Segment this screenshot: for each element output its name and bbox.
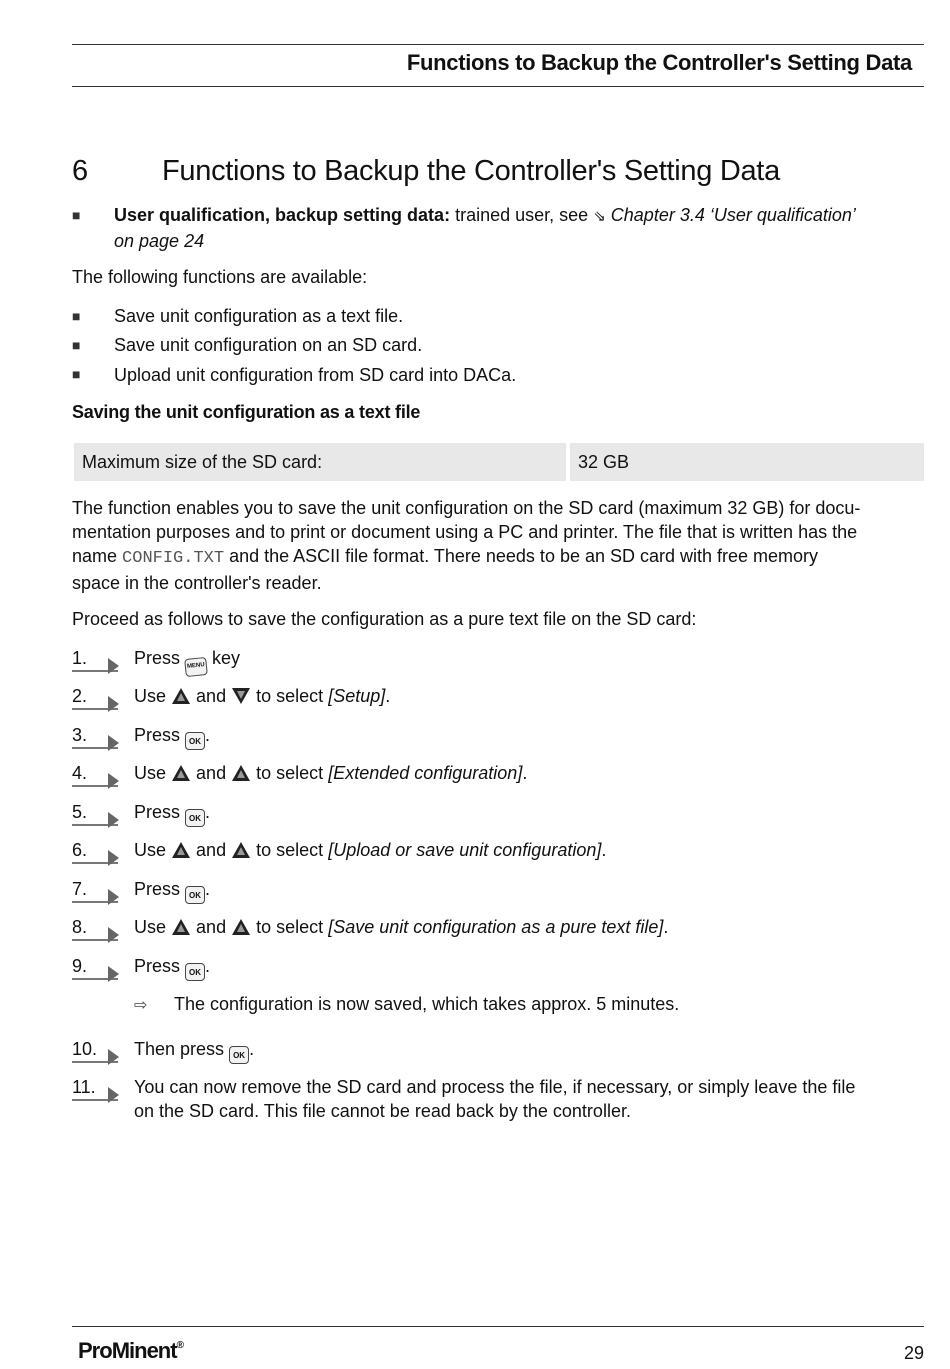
proceed-text: Proceed as follows to save the configuration as a pure text file on the SD card:: [72, 609, 697, 629]
step-number: 10.: [72, 1039, 98, 1059]
step-number: 11.: [72, 1077, 96, 1097]
result-text: The configuration is now saved, which takes approx. 5 minutes.: [174, 994, 680, 1014]
description-paragraph: [72, 496, 924, 595]
step-end: .: [205, 879, 211, 899]
header-rule-bottom: [72, 86, 924, 87]
step-number: 4.: [72, 763, 88, 783]
step-arrow-icon: [108, 773, 119, 789]
filename: CONFIG.TXT: [122, 549, 225, 568]
step-arrow-icon: [108, 1087, 119, 1103]
bullet-square-icon: ■: [72, 207, 81, 223]
step-end: .: [601, 840, 607, 860]
step-word: to select: [256, 917, 324, 937]
step: [72, 684, 924, 714]
step-text: [134, 1075, 924, 1123]
logo-part: Pro: [78, 1338, 112, 1363]
step-end: .: [663, 917, 669, 937]
spec-label: Maximum size of the SD card:: [74, 443, 566, 481]
step-word: and: [196, 917, 227, 937]
menu-key-icon: MENU: [184, 657, 208, 677]
step-word: Use: [134, 840, 167, 860]
up-arrow-key-icon: [171, 763, 191, 783]
up-arrow-key-icon: [231, 840, 251, 860]
step-word: Press: [134, 879, 181, 899]
chapter-number: 6: [72, 155, 88, 187]
chapter-link[interactable]: Chapter 3.4 ‘User qualification’: [610, 205, 856, 225]
prominent-logo: [78, 1338, 184, 1364]
qualification-text: trained user, see: [455, 205, 589, 225]
step-word: Press: [134, 956, 181, 976]
step-word: to select: [256, 763, 324, 783]
step-text: [134, 761, 924, 785]
page-link[interactable]: on page 24: [114, 231, 205, 251]
step-arrow-icon: [108, 696, 119, 712]
step-text: [134, 915, 924, 939]
bullet-square-icon: ■: [72, 337, 81, 353]
step-text: [134, 723, 924, 750]
step: [72, 646, 924, 676]
up-arrow-key-icon: [171, 917, 191, 937]
spec-value: 32 GB: [570, 443, 924, 481]
step-word: Then press: [134, 1039, 225, 1059]
step-number: 5.: [72, 802, 88, 822]
result-arrow-icon: ⇨: [134, 997, 148, 1014]
spec-table: [74, 443, 924, 481]
description-line: The function enables you to save the unit configuration on the SD card (maximum 32 GB) for docu-: [72, 498, 861, 518]
description-line: and the ASCII file format. There needs to be an SD card with free memory: [229, 546, 819, 566]
running-header: Functions to Backup the Controller's Setting Data: [406, 50, 912, 75]
step-end: .: [385, 686, 391, 706]
step-number: 2.: [72, 686, 88, 706]
function-item: Save unit configuration as a text file.: [114, 306, 404, 326]
step-word: Use: [134, 917, 167, 937]
step-word: and: [196, 840, 227, 860]
logo-registered-mark: ®: [176, 1340, 184, 1351]
up-arrow-key-icon: [231, 763, 251, 783]
step-arrow-icon: [108, 966, 119, 982]
chapter-heading: [72, 155, 780, 188]
step-line: You can now remove the SD card and process the file, if necessary, or simply leave the file: [134, 1077, 856, 1097]
step-text: [134, 954, 924, 981]
qualification-label: User qualification, backup setting data:: [114, 205, 451, 225]
step-arrow-icon: [108, 658, 119, 674]
menu-target: [Extended configuration]: [328, 763, 523, 783]
step-arrow-icon: [108, 889, 119, 905]
step: [72, 915, 924, 945]
function-item: Save unit configuration on an SD card.: [114, 335, 423, 355]
up-arrow-key-icon: [231, 917, 251, 937]
step: [72, 1075, 924, 1127]
step-text: [134, 646, 924, 676]
ok-key-icon: OK: [185, 963, 205, 981]
step-arrow-icon: [108, 812, 119, 828]
step-number: 1.: [72, 648, 88, 668]
description-line: name: [72, 546, 118, 566]
step-number: 3.: [72, 725, 88, 745]
step-word: to select: [256, 686, 324, 706]
step-word: Press: [134, 725, 181, 745]
menu-target: [Save unit configuration as a pure text file]: [328, 917, 664, 937]
step-arrow-icon: [108, 850, 119, 866]
step-number: 6.: [72, 840, 88, 860]
step-arrow-icon: [108, 735, 119, 751]
menu-target: [Setup]: [328, 686, 386, 706]
logo-part: Minent: [111, 1338, 177, 1363]
footer-rule: [72, 1326, 924, 1327]
step: [72, 723, 924, 753]
step-text: [134, 877, 924, 904]
up-arrow-key-icon: [171, 840, 191, 860]
step-word: key: [212, 648, 241, 668]
step: [72, 877, 924, 907]
ok-key-icon: OK: [185, 732, 205, 750]
xref-arrow-icon: ⇘: [593, 208, 606, 225]
step-text: [134, 838, 924, 862]
function-item: Upload unit configuration from SD card into DACa.: [114, 365, 517, 385]
ok-key-icon: OK: [185, 886, 205, 904]
chapter-title: Functions to Backup the Controller's Setting Data: [162, 155, 780, 187]
menu-target: [Upload or save unit configuration]: [328, 840, 602, 860]
section-heading: Saving the unit configuration as a text file: [72, 402, 421, 422]
step-result: [134, 992, 679, 1018]
step-word: Press: [134, 802, 181, 822]
step: [72, 800, 924, 830]
step-word: Use: [134, 686, 167, 706]
header-rule-top: [72, 44, 924, 45]
step-word: to select: [256, 840, 324, 860]
step-arrow-icon: [108, 927, 119, 943]
step-arrow-icon: [108, 1049, 119, 1065]
description-line: mentation purposes and to print or document using a PC and printer. The file that is written has the: [72, 522, 858, 542]
step-line: on the SD card. This file cannot be read back by the controller.: [134, 1101, 631, 1121]
step-end: .: [249, 1039, 255, 1059]
step-word: and: [196, 686, 227, 706]
step: [72, 1037, 924, 1067]
step: [72, 838, 924, 868]
step-end: .: [522, 763, 528, 783]
ok-key-icon: OK: [229, 1046, 249, 1064]
step-text: [134, 1037, 924, 1064]
up-arrow-key-icon: [171, 686, 191, 706]
step-word: Press: [134, 648, 181, 668]
step-end: .: [205, 725, 211, 745]
intro-text: The following functions are available:: [72, 267, 368, 287]
step-number: 7.: [72, 879, 88, 899]
step: [72, 761, 924, 791]
step-number: 8.: [72, 917, 88, 937]
down-arrow-key-icon: [231, 686, 251, 706]
bullet-square-icon: ■: [72, 308, 81, 324]
ok-key-icon: OK: [185, 809, 205, 827]
step-word: Use: [134, 763, 167, 783]
step-end: .: [205, 956, 211, 976]
step-end: .: [205, 802, 211, 822]
step-number: 9.: [72, 956, 88, 976]
step-text: [134, 800, 924, 827]
bullet-square-icon: ■: [72, 366, 81, 382]
step-word: and: [196, 763, 227, 783]
step-text: [134, 684, 924, 708]
page-number: 29: [903, 1343, 924, 1363]
description-line: space in the controller's reader.: [72, 573, 322, 593]
step: [72, 954, 924, 984]
qualification-note: [114, 203, 904, 253]
